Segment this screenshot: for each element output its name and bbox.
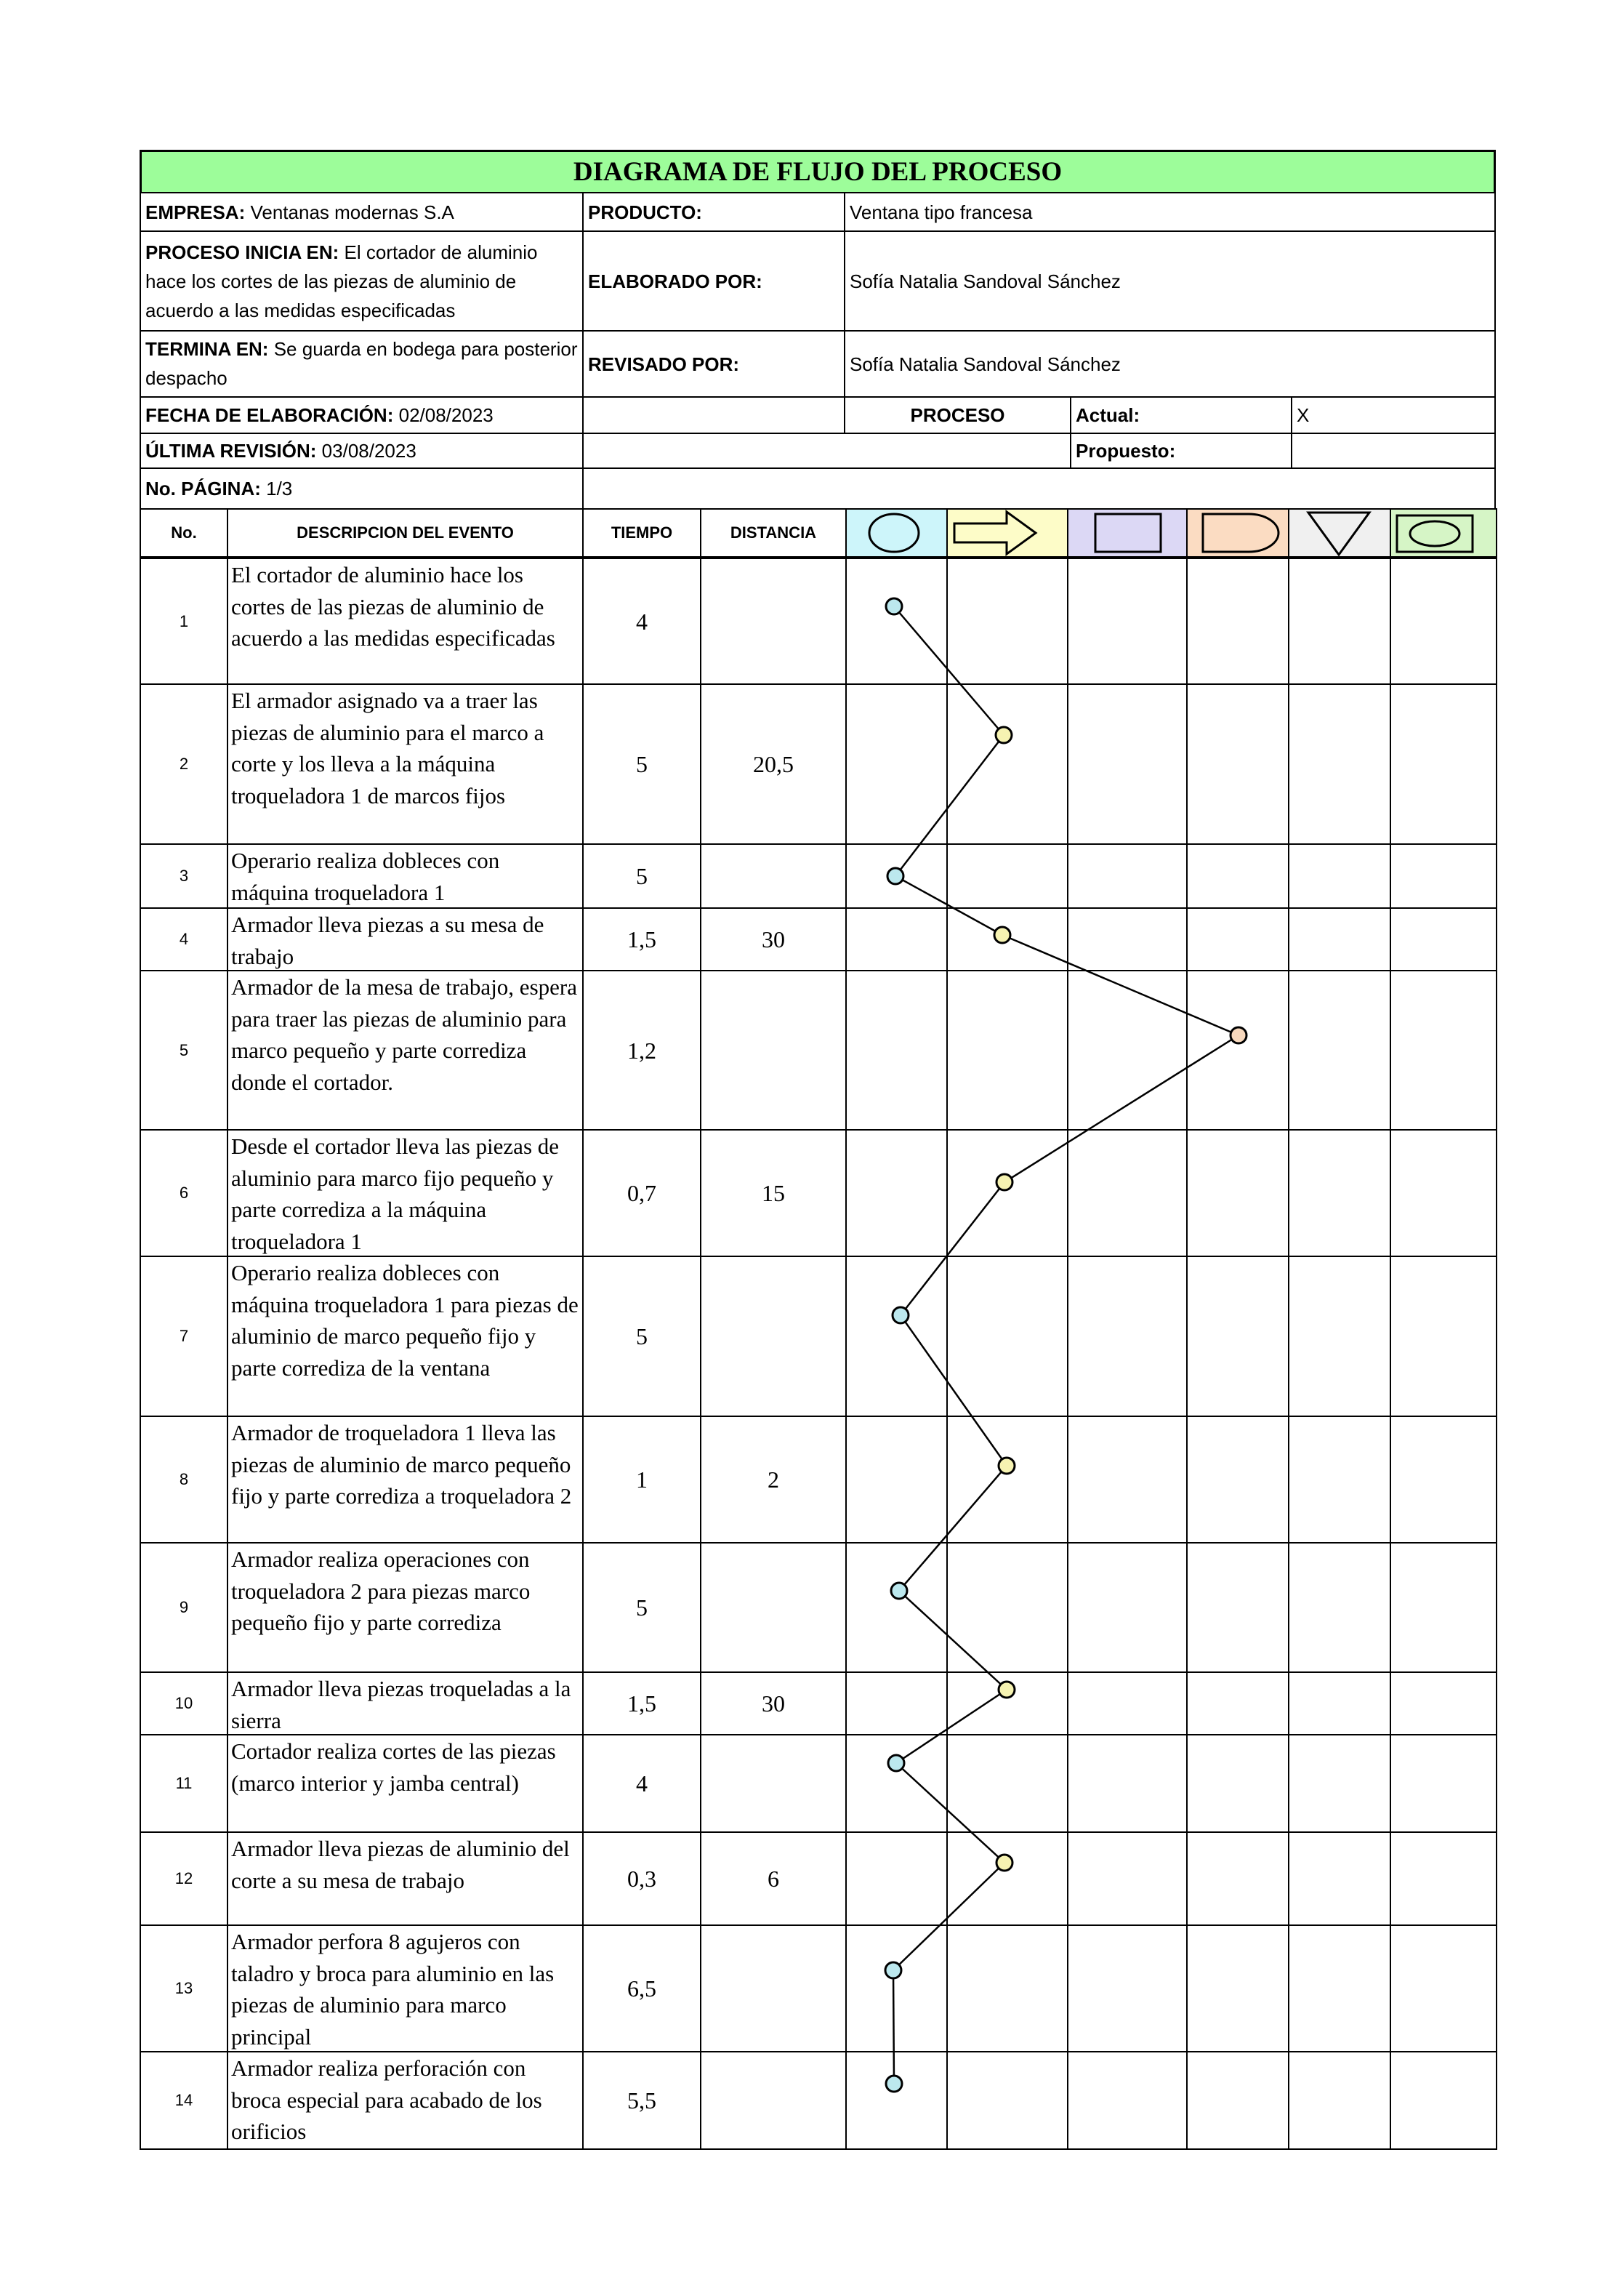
row-symbol-cell [1288, 1734, 1391, 1833]
row-symbol-cell [946, 558, 1068, 685]
actual-value: X [1291, 396, 1496, 434]
row-symbol-cell [845, 683, 948, 845]
row-distancia [700, 1924, 847, 2052]
proceso-label: PROCESO [844, 396, 1071, 434]
revision-label: ÚLTIMA REVISIÓN: [145, 440, 317, 462]
blank-cell [582, 433, 1071, 469]
row-symbol-cell [1390, 1256, 1497, 1417]
row-tiempo: 5 [582, 1256, 701, 1417]
row-symbol-cell [1067, 1416, 1188, 1544]
row-symbol-cell [1067, 1129, 1188, 1257]
row-symbol-cell [1390, 1416, 1497, 1544]
row-symbol-cell [1067, 558, 1188, 685]
row-tiempo: 1,2 [582, 970, 701, 1131]
document-title: DIAGRAMA DE FLUJO DEL PROCESO [140, 150, 1496, 192]
row-symbol-cell [946, 970, 1068, 1131]
row-symbol-cell [1288, 1129, 1391, 1257]
row-symbol-cell [1288, 1831, 1391, 1926]
blank-cell [582, 467, 1496, 510]
row-symbol-cell [845, 1542, 948, 1673]
row-symbol-cell [1186, 970, 1289, 1131]
row-symbol-cell [1067, 1671, 1188, 1735]
empresa-label: EMPRESA: [145, 201, 246, 223]
row-symbol-cell [1288, 907, 1391, 971]
row-tiempo: 0,3 [582, 1831, 701, 1926]
row-distancia [700, 970, 847, 1131]
row-symbol-cell [946, 843, 1068, 909]
row-no: 9 [140, 1542, 228, 1673]
row-symbol-cell [1186, 558, 1289, 685]
row-tiempo: 1,5 [582, 907, 701, 971]
row-no: 6 [140, 1129, 228, 1257]
row-descripcion: Armador perfora 8 agujeros con taladro y broca para aluminio en las piezas de aluminio para marco principal [227, 1924, 584, 2052]
row-symbol-cell [1390, 1542, 1497, 1673]
row-symbol-cell [1186, 1831, 1289, 1926]
row-symbol-cell [1390, 558, 1497, 685]
row-tiempo: 0,7 [582, 1129, 701, 1257]
row-symbol-cell [1288, 2051, 1391, 2150]
fecha-value: 02/08/2023 [398, 404, 494, 426]
row-symbol-cell [1067, 683, 1188, 845]
col-header-tiempo: TIEMPO [582, 508, 701, 558]
row-symbol-cell [946, 907, 1068, 971]
row-symbol-cell [1288, 1671, 1391, 1735]
row-symbol-cell [1288, 558, 1391, 685]
blank-cell [582, 396, 845, 434]
row-symbol-cell [1186, 1256, 1289, 1417]
elaborado-value: Sofía Natalia Sandoval Sánchez [844, 230, 1496, 332]
row-symbol-cell [1390, 907, 1497, 971]
inicia-value: El cortador de aluminio hace los cortes de las piezas de aluminio de acuerdo a las medidas especificadas [145, 241, 538, 321]
row-tiempo: 5,5 [582, 2051, 701, 2150]
pagina-label: No. PÁGINA: [145, 478, 261, 499]
row-symbol-cell [1186, 1924, 1289, 2052]
row-descripcion: Desde el cortador lleva las piezas de aluminio para marco fijo pequeño y parte corrediza a la máquina troqueladora 1 [227, 1129, 584, 1257]
row-symbol-cell [946, 1416, 1068, 1544]
propuesto-label: Propuesto: [1070, 433, 1292, 469]
row-distancia: 20,5 [700, 683, 847, 845]
row-tiempo: 5 [582, 843, 701, 909]
symbol-header-cell [946, 508, 1068, 558]
row-symbol-cell [1288, 683, 1391, 845]
row-symbol-cell [946, 683, 1068, 845]
row-symbol-cell [1288, 843, 1391, 909]
col-header-no: No. [140, 508, 228, 558]
row-no: 1 [140, 558, 228, 685]
row-no: 5 [140, 970, 228, 1131]
row-symbol-cell [1186, 1129, 1289, 1257]
revisado-label: REVISADO POR: [582, 330, 845, 398]
inicia-label: PROCESO INICIA EN: [145, 241, 339, 263]
fecha-elaboracion-cell [140, 396, 584, 434]
row-symbol-cell [845, 1129, 948, 1257]
row-symbol-cell [946, 1256, 1068, 1417]
row-symbol-cell [1186, 1671, 1289, 1735]
row-symbol-cell [1390, 1734, 1497, 1833]
row-descripcion: Armador lleva piezas troqueladas a la sierra [227, 1671, 584, 1735]
row-symbol-cell [1067, 2051, 1188, 2150]
row-distancia: 15 [700, 1129, 847, 1257]
row-symbol-cell [1067, 843, 1188, 909]
empresa-value: Ventanas modernas S.A [250, 201, 454, 223]
row-symbol-cell [1390, 843, 1497, 909]
actual-label: Actual: [1070, 396, 1292, 434]
row-tiempo: 5 [582, 1542, 701, 1673]
row-tiempo: 5 [582, 683, 701, 845]
row-symbol-cell [1288, 1416, 1391, 1544]
elaborado-label: ELABORADO POR: [582, 230, 845, 332]
row-symbol-cell [845, 1924, 948, 2052]
row-symbol-cell [1390, 1671, 1497, 1735]
row-symbol-cell [1186, 907, 1289, 971]
row-symbol-cell [1390, 1924, 1497, 2052]
row-distancia: 30 [700, 907, 847, 971]
row-symbol-cell [1067, 1924, 1188, 2052]
row-symbol-cell [845, 843, 948, 909]
row-distancia [700, 1256, 847, 1417]
row-distancia: 6 [700, 1831, 847, 1926]
pagina-value: 1/3 [266, 478, 293, 499]
row-symbol-cell [946, 2051, 1068, 2150]
row-symbol-cell [1288, 1542, 1391, 1673]
row-symbol-cell [1186, 1734, 1289, 1833]
row-symbol-cell [1288, 1256, 1391, 1417]
row-no: 3 [140, 843, 228, 909]
symbol-header-cell [1390, 508, 1497, 558]
row-symbol-cell [1067, 970, 1188, 1131]
row-tiempo: 4 [582, 1734, 701, 1833]
producto-label: PRODUCTO: [582, 192, 845, 232]
col-header-descripcion: DESCRIPCION DEL EVENTO [227, 508, 584, 558]
row-symbol-cell [1186, 843, 1289, 909]
row-distancia: 30 [700, 1671, 847, 1735]
row-distancia [700, 1542, 847, 1673]
row-distancia: 2 [700, 1416, 847, 1544]
row-no: 11 [140, 1734, 228, 1833]
row-tiempo: 1 [582, 1416, 701, 1544]
row-symbol-cell [1390, 683, 1497, 845]
row-no: 8 [140, 1416, 228, 1544]
row-descripcion: Armador lleva piezas a su mesa de trabajo [227, 907, 584, 971]
row-no: 7 [140, 1256, 228, 1417]
empresa-cell [140, 192, 584, 232]
row-symbol-cell [845, 558, 948, 685]
row-symbol-cell [1390, 1831, 1497, 1926]
row-tiempo: 1,5 [582, 1671, 701, 1735]
row-no: 2 [140, 683, 228, 845]
row-descripcion: Operario realiza dobleces con máquina troqueladora 1 [227, 843, 584, 909]
row-symbol-cell [845, 1416, 948, 1544]
row-no: 14 [140, 2051, 228, 2150]
revision-value: 03/08/2023 [321, 440, 416, 462]
row-symbol-cell [845, 970, 948, 1131]
row-symbol-cell [1288, 1924, 1391, 2052]
row-symbol-cell [1067, 1542, 1188, 1673]
termina-cell [140, 330, 584, 398]
row-symbol-cell [1390, 1129, 1497, 1257]
row-descripcion: El armador asignado va a traer las piezas de aluminio para el marco a corte y los lleva a la máquina troqueladora 1 de marcos fijos [227, 683, 584, 845]
propuesto-value [1291, 433, 1496, 469]
row-symbol-cell [845, 1734, 948, 1833]
revisado-value: Sofía Natalia Sandoval Sánchez [844, 330, 1496, 398]
col-header-distancia: DISTANCIA [700, 508, 847, 558]
symbol-header-cell [1186, 508, 1289, 558]
termina-value: Se guarda en bodega para posterior despacho [145, 338, 578, 389]
row-no: 4 [140, 907, 228, 971]
symbol-header-cell [1067, 508, 1188, 558]
termina-label: TERMINA EN: [145, 338, 269, 360]
pagina-cell [140, 467, 584, 510]
row-descripcion: Operario realiza dobleces con máquina troqueladora 1 para piezas de aluminio de marco pequeño fijo y parte corrediza de la ventana [227, 1256, 584, 1417]
row-distancia [700, 1734, 847, 1833]
row-symbol-cell [946, 1924, 1068, 2052]
row-symbol-cell [1186, 683, 1289, 845]
row-symbol-cell [1390, 970, 1497, 1131]
row-descripcion: Armador realiza perforación con broca especial para acabado de los orificios [227, 2051, 584, 2150]
row-symbol-cell [845, 1671, 948, 1735]
row-symbol-cell [1186, 1542, 1289, 1673]
row-no: 10 [140, 1671, 228, 1735]
row-symbol-cell [1186, 1416, 1289, 1544]
fecha-label: FECHA DE ELABORACIÓN: [145, 404, 394, 426]
row-descripcion: Armador de troqueladora 1 lleva las piezas de aluminio de marco pequeño fijo y parte corrediza a troqueladora 2 [227, 1416, 584, 1544]
row-symbol-cell [1067, 1734, 1188, 1833]
row-symbol-cell [1067, 907, 1188, 971]
row-symbol-cell [946, 1734, 1068, 1833]
row-symbol-cell [946, 1671, 1068, 1735]
row-descripcion: Cortador realiza cortes de las piezas (marco interior y jamba central) [227, 1734, 584, 1833]
row-symbol-cell [1390, 2051, 1497, 2150]
row-distancia [700, 843, 847, 909]
producto-value: Ventana tipo francesa [844, 192, 1496, 232]
row-symbol-cell [1067, 1256, 1188, 1417]
row-symbol-cell [1186, 2051, 1289, 2150]
row-symbol-cell [1067, 1831, 1188, 1926]
row-symbol-cell [1288, 970, 1391, 1131]
ultima-revision-cell [140, 433, 584, 469]
row-no: 13 [140, 1924, 228, 2052]
symbol-header-cell [1288, 508, 1391, 558]
row-symbol-cell [845, 907, 948, 971]
row-symbol-cell [845, 1256, 948, 1417]
symbol-header-cell [845, 508, 948, 558]
row-symbol-cell [946, 1831, 1068, 1926]
proceso-inicia-cell [140, 230, 584, 332]
row-descripcion: Armador de la mesa de trabajo, espera para traer las piezas de aluminio para marco pequeño y parte corrediza donde el cortador. [227, 970, 584, 1131]
row-symbol-cell [946, 1129, 1068, 1257]
row-descripcion: Armador realiza operaciones con troqueladora 2 para piezas marco pequeño fijo y parte corrediza [227, 1542, 584, 1673]
row-no: 12 [140, 1831, 228, 1926]
row-symbol-cell [845, 1831, 948, 1926]
row-distancia [700, 2051, 847, 2150]
row-symbol-cell [845, 2051, 948, 2150]
row-descripcion: Armador lleva piezas de aluminio del corte a su mesa de trabajo [227, 1831, 584, 1926]
row-descripcion: El cortador de aluminio hace los cortes de las piezas de aluminio de acuerdo a las medidas especificadas [227, 558, 584, 685]
row-symbol-cell [946, 1542, 1068, 1673]
row-distancia [700, 558, 847, 685]
row-tiempo: 6,5 [582, 1924, 701, 2052]
row-tiempo: 4 [582, 558, 701, 685]
